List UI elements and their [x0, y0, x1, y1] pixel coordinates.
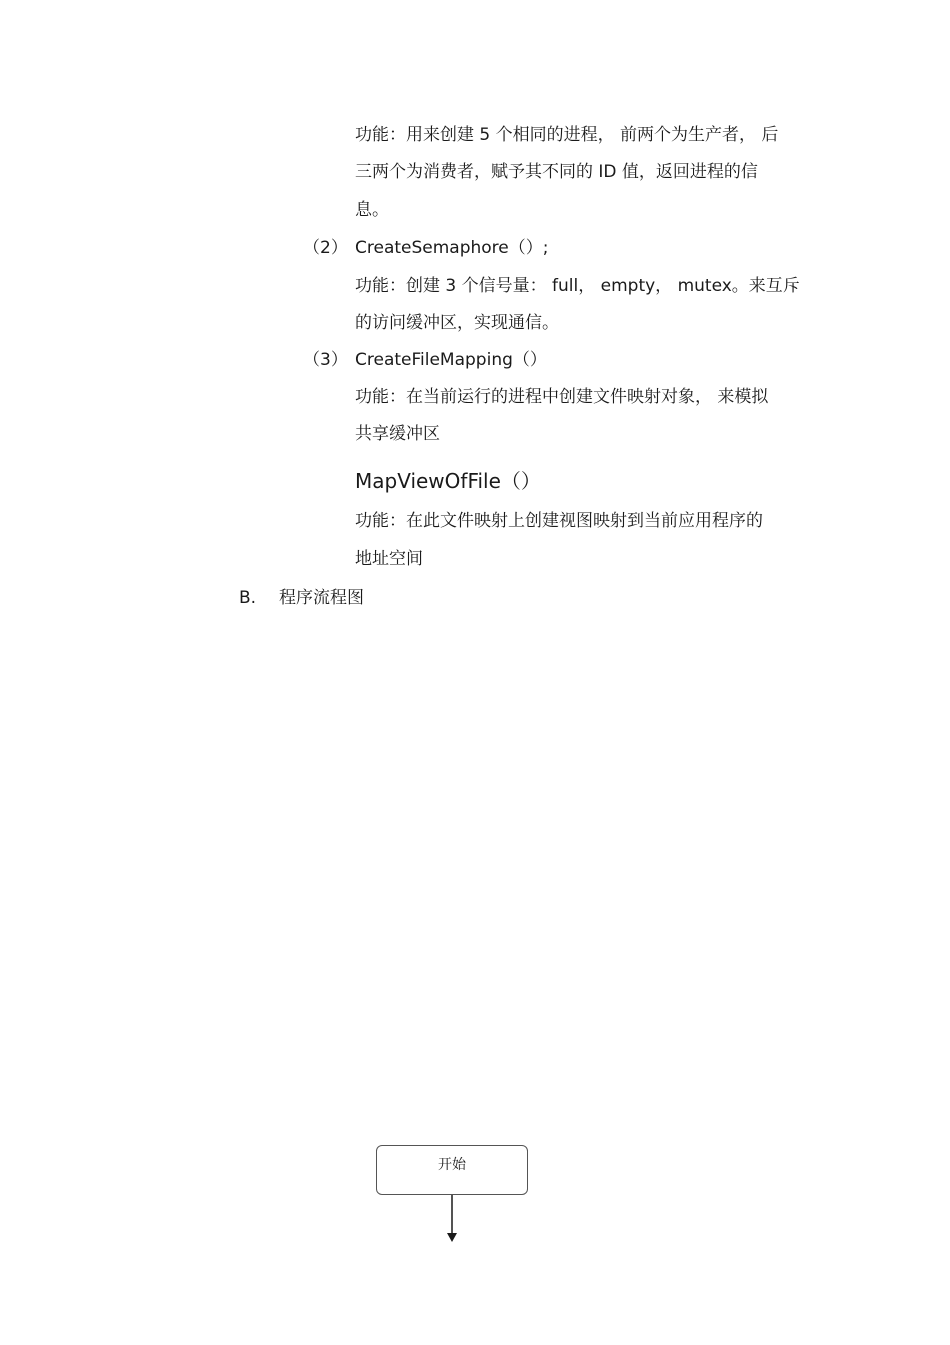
mapview-desc-line1: 功能：在此文件映射上创建视图映射到当前应用程序的	[355, 511, 763, 531]
item3-desc-line1: 功能：在当前运行的进程中创建文件映射对象， 来模拟	[355, 387, 769, 407]
item2-desc-line1: 功能：创建 3 个信号量： full， empty， mutex。来互斥	[355, 276, 800, 296]
mapview-title: MapViewOfFile（）	[355, 469, 541, 493]
item3-title: CreateFileMapping（）	[355, 350, 547, 370]
item2-number: （2）	[303, 238, 348, 258]
section-b-title: 程序流程图	[279, 588, 364, 608]
section-b-marker: B.	[239, 588, 257, 608]
flowchart-arrow-down-icon	[440, 1195, 464, 1247]
item3-number: （3）	[303, 350, 348, 370]
item2-title: CreateSemaphore（）;	[355, 238, 549, 258]
item2-desc-line2: 的访问缓冲区，实现通信。	[355, 313, 559, 333]
paragraph1-line3: 息。	[355, 200, 389, 220]
paragraph1-line2: 三两个为消费者，赋予其不同的 ID 值，返回进程的信	[355, 162, 758, 182]
flowchart-start-label: 开始	[438, 1157, 466, 1173]
item3-desc-line2: 共享缓冲区	[355, 424, 440, 444]
flowchart-start-box	[376, 1145, 528, 1195]
mapview-desc-line2: 地址空间	[355, 549, 423, 569]
paragraph1-line1: 功能：用来创建 5 个相同的进程， 前两个为生产者， 后	[355, 125, 779, 145]
